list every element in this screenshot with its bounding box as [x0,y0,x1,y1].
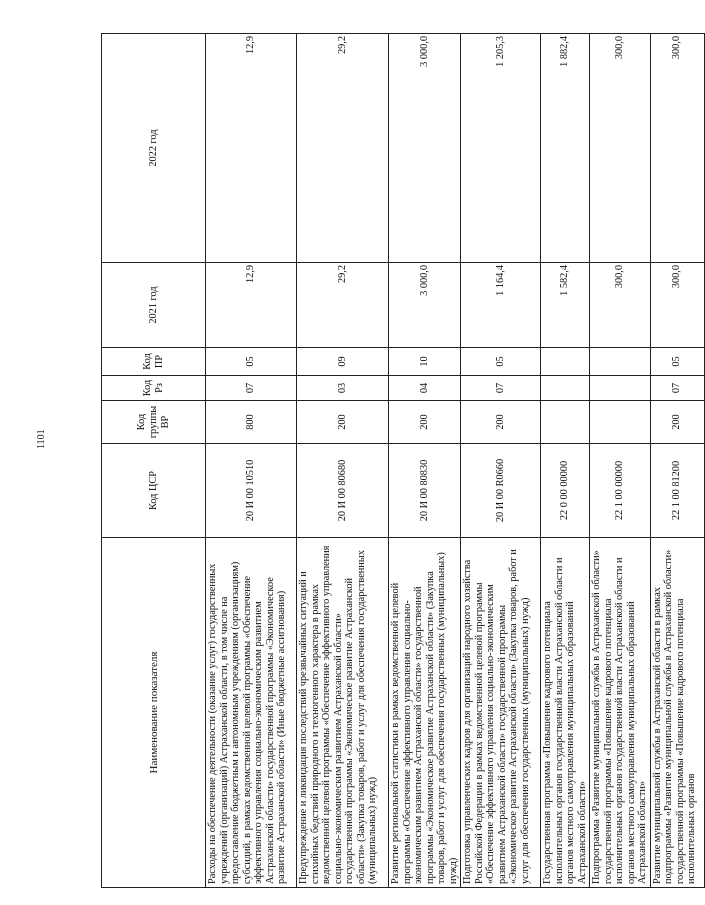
row-vr [590,401,651,444]
row-rz [541,376,590,401]
row-pr: 05 [650,348,704,376]
header-rz: Код Рз [102,376,206,401]
header-name: Наименование показателя [102,538,206,888]
row-pr: 09 [297,348,389,376]
row-name: Предупреждение и ликвидация последствий чрезвычайных ситуаций и стихийных бедствий природного и техногенного характера в рамках ведомственной целевой программы «Обеспечение эффективного управления социально-экономическим развитием Астраханской области» государственной программы «Экономическое развитие Астраханской области» (Закупка товаров, работ и услуг для обеспечения государственных (муниципальных) нужд) [297,538,389,888]
table-row [206,34,297,888]
rotated-table-container [101,34,697,888]
row-pr: 10 [389,348,461,376]
table-row [461,34,541,888]
header-pr: Код ПР [102,348,206,376]
row-vr: 200 [389,401,461,444]
row-2022: 300,0 [590,34,651,263]
row-2021: 12,9 [206,263,297,348]
row-csr: 22 1 00 81200 [650,444,704,538]
row-2022: 1 205,3 [461,34,541,263]
table-row [541,34,590,888]
row-name: Подготовка управленческих кадров для организаций народного хозяйства Российской Федерации в рамках ведомственной целевой программы «Обеспечение эффективного управления социально-экономическим развитием Астраханской области» государственной программы «Экономическое развитие Астраханской области» (Закупка товаров, работ и услуг для обеспечения государственных (муниципальных) нужд) [461,538,541,888]
row-vr [541,401,590,444]
row-name: Подпрограмма «Развитие муниципальной службы в Астраханской области» государственной программы «Повышение кадрового потенциала исполнительных органов государственной власти Астраханской области и органов местного самоуправления муниципальных образований Астраханской области» [590,538,651,888]
row-csr: 20 И 00 80830 [389,444,461,538]
row-2022: 1 882,4 [541,34,590,263]
row-csr: 20 И 00 R0660 [461,444,541,538]
row-pr: 05 [206,348,297,376]
row-name: Расходы на обеспечение деятельности (оказание услуг) государственных учреждений (организаций) Астраханской области, в том числе на предоставление бюджетным и автономным учреждениям (организациям) субсидий, в рамках ведомственной целевой программы «Обеспечение эффективного управления социально-экономическим развитием Астраханской области» государственной программы «Экономическое развитие Астраханской области» (Иные бюджетные ассигнования) [206,538,297,888]
row-2021: 300,0 [590,263,651,348]
header-2021: 2021 год [102,263,206,348]
row-rz: 04 [389,376,461,401]
row-name: Развитие муниципальной службы в Астраханской области в рамках подпрограммы «Развитие муниципальной службы в Астраханской области» государственной программы «Повышение кадрового потенциала исполнительных органов [650,538,704,888]
row-rz: 03 [297,376,389,401]
row-pr [590,348,651,376]
table-row [590,34,651,888]
row-pr [541,348,590,376]
row-name: Государственная программа «Повышение кадрового потенциала исполнительных органов государственной власти Астраханской области и органов местного самоуправления муниципальных образований Астраханской области» [541,538,590,888]
header-vr: Код группы ВР [102,401,206,444]
row-csr: 20 И 00 10510 [206,444,297,538]
page-number: 1101 [36,429,47,449]
row-2022: 29,2 [297,34,389,263]
row-rz: 07 [461,376,541,401]
row-rz: 07 [206,376,297,401]
table-row [650,34,704,888]
row-2022: 3 000,0 [389,34,461,263]
row-csr: 22 1 00 00000 [590,444,651,538]
row-2021: 29,2 [297,263,389,348]
row-2021: 1 582,4 [541,263,590,348]
row-pr: 05 [461,348,541,376]
row-csr: 20 И 00 80680 [297,444,389,538]
row-2021: 3 000,0 [389,263,461,348]
row-vr: 200 [650,401,704,444]
budget-table [101,33,705,888]
row-vr: 200 [461,401,541,444]
row-csr: 22 0 00 00000 [541,444,590,538]
table-row [389,34,461,888]
table-row [297,34,389,888]
row-2021: 1 164,4 [461,263,541,348]
row-vr: 200 [297,401,389,444]
row-rz [590,376,651,401]
header-2022: 2022 год [102,34,206,263]
row-2022: 12,9 [206,34,297,263]
row-name: Развитие региональной статистики в рамках ведомственной целевой программы «Обеспечение эффективного управления социально-экономическим развитием Астраханской области» государственной программы «Экономическое развитие Астраханской области» (Закупка товаров, работ и услуг для обеспечения государственных (муниципальных) нужд) [389,538,461,888]
row-rz: 07 [650,376,704,401]
row-2021: 300,0 [650,263,704,348]
row-2022: 300,0 [650,34,704,263]
row-vr: 800 [206,401,297,444]
header-csr: Код ЦСР [102,444,206,538]
